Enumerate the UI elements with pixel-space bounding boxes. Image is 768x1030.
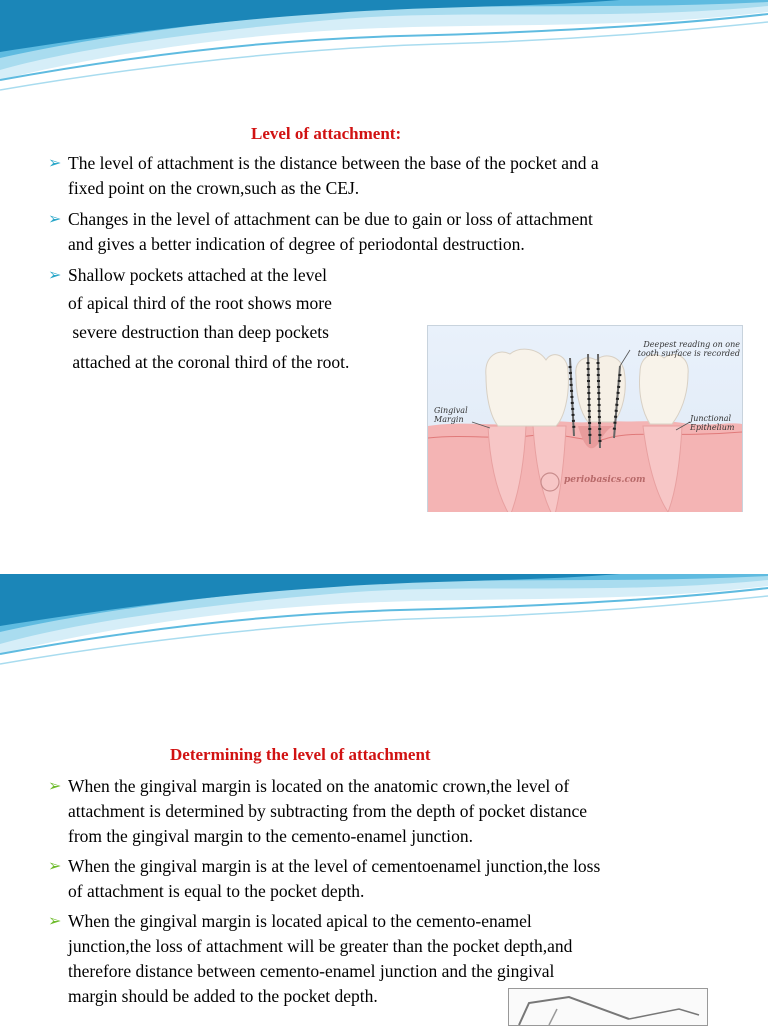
- bullet-line: When the gingival margin is at the level of cementoenamel junction,the loss: [68, 856, 601, 876]
- bullet-line: Changes in the level of attachment can be due to gain or loss of attachment: [68, 209, 593, 229]
- list-item: [38, 854, 758, 904]
- bullet-line: The level of attachment is the distance between the base of the pocket and a: [68, 153, 599, 173]
- arrow-bullet-icon: ➢: [48, 778, 62, 795]
- continuation-line: of apical third of the root shows more: [68, 293, 332, 313]
- slide1-heading: Level of attachment:: [251, 124, 402, 143]
- probing-diagram: [427, 325, 743, 539]
- label-junctional-epithelium: Junctional Epithelium: [690, 414, 735, 432]
- bullet-line: margin should be added to the pocket depth.: [68, 986, 378, 1006]
- slide-gap: [0, 512, 768, 574]
- bullet-line: of attachment is equal to the pocket depth.: [68, 881, 365, 901]
- list-item: [38, 263, 758, 288]
- continuation-line: severe destruction than deep pockets: [68, 322, 329, 342]
- list-item: [38, 774, 758, 849]
- slide2-bullet-list: [38, 774, 758, 1009]
- slide1-bullet-list: [38, 151, 758, 288]
- bullet-line: fixed point on the crown,such as the CEJ.: [68, 178, 360, 198]
- wave-header: [0, 574, 768, 674]
- slide-2: [0, 574, 768, 1024]
- probe-sketch-figure: [508, 988, 708, 1026]
- list-item: [38, 151, 758, 201]
- label-deepest-reading: Deepest reading on one tooth surface is recorded: [637, 340, 740, 358]
- arrow-bullet-icon: ➢: [48, 913, 62, 930]
- slide-1: [0, 0, 768, 512]
- probe-sketch: [509, 989, 707, 1025]
- slide2-heading: Determining the level of attachment: [170, 745, 431, 764]
- watermark-text: periobasics.com: [564, 475, 646, 485]
- arrow-bullet-icon: ➢: [48, 155, 62, 172]
- arrow-bullet-icon: ➢: [48, 858, 62, 875]
- bullet-line: Shallow pockets attached at the level: [68, 265, 328, 285]
- bullet-line: from the gingival margin to the cemento-enamel junction.: [68, 826, 473, 846]
- bullet-line: and gives a better indication of degree of periodontal destruction.: [68, 234, 525, 254]
- continuation-line: attached at the coronal third of the root.: [68, 352, 350, 372]
- wave-header: [0, 0, 768, 100]
- arrow-bullet-icon: ➢: [48, 211, 62, 228]
- bullet-line: junction,the loss of attachment will be greater than the pocket depth,and: [68, 936, 573, 956]
- bullet-line: When the gingival margin is located on the anatomic crown,the level of: [68, 776, 570, 796]
- bullet-line: therefore distance between cemento-enamel junction and the gingival: [68, 961, 555, 981]
- arrow-bullet-icon: ➢: [48, 267, 62, 284]
- label-gingival-margin: Gingival Margin: [434, 406, 468, 424]
- bullet-line: When the gingival margin is located apical to the cemento-enamel: [68, 911, 532, 931]
- list-item: [38, 207, 758, 257]
- bullet-line: attachment is determined by subtracting from the depth of pocket distance: [68, 801, 588, 821]
